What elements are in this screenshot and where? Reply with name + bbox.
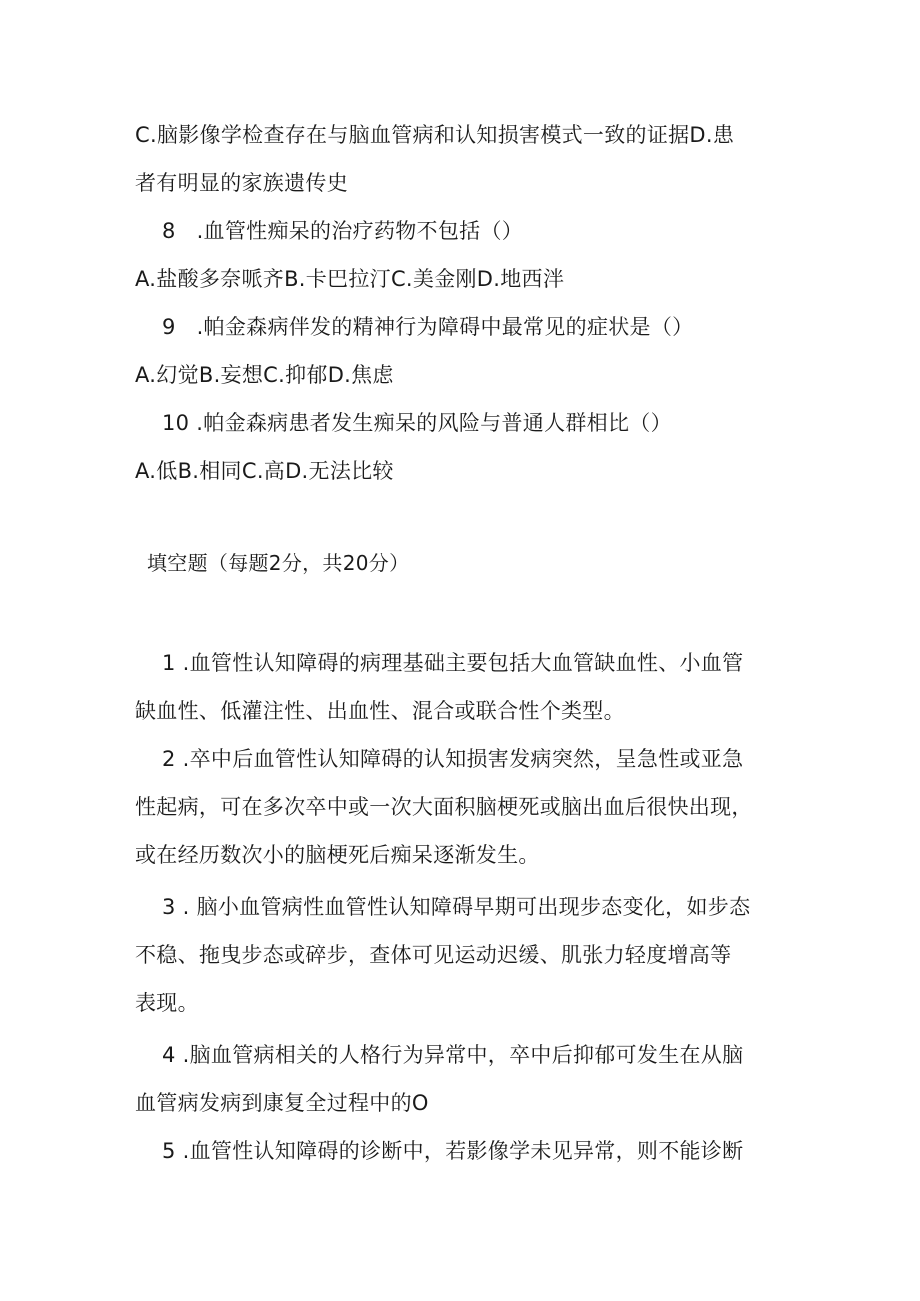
question-8: 8 .血管性痴呆的治疗药物不包括（） bbox=[162, 219, 524, 243]
question-9: 9 .帕金森病伴发的精神行为障碍中最常见的症状是（） bbox=[162, 315, 694, 339]
question-9-options: A.幻觉B.妄想C.抑郁D.焦虑 bbox=[135, 363, 394, 387]
text-line: 血管病发病到康复全过程中的O bbox=[135, 1091, 429, 1115]
fill-item-1: 1 .血管性认知障碍的病理基础主要包括大血管缺血性、小血管 bbox=[162, 651, 744, 675]
text-line: 表现。 bbox=[135, 991, 199, 1015]
text-line: 缺血性、低灌注性、出血性、混合或联合性个类型。 bbox=[135, 699, 625, 723]
fill-item-2: 2 .卒中后血管性认知障碍的认知损害发病突然，呈急性或亚急 bbox=[162, 747, 744, 771]
text-line: 不稳、拖曳步态或碎步，查体可见运动迟缓、肌张力轻度增高等 bbox=[135, 943, 732, 967]
text-line: C.脑影像学检查存在与脑血管病和认知损害模式一致的证据D.患 bbox=[135, 123, 735, 147]
fill-item-5: 5 .血管性认知障碍的诊断中，若影像学未见异常，则不能诊断 bbox=[162, 1139, 744, 1163]
section-heading: 填空题（每题2分，共20分） bbox=[147, 551, 410, 575]
text-line: 性起病，可在多次卒中或一次大面积脑梗死或脑出血后很快出现， bbox=[135, 795, 753, 819]
text-line: 者有明显的家族遗传史 bbox=[135, 171, 348, 195]
fill-item-3: 3 . 脑小血管病性血管性认知障碍早期可出现步态变化，如步态 bbox=[162, 895, 751, 919]
question-10: 10 .帕金森病患者发生痴呆的风险与普通人群相比（） bbox=[162, 411, 672, 435]
question-10-options: A.低B.相同C.高D.无法比较 bbox=[135, 459, 394, 483]
fill-item-4: 4 .脑血管病相关的人格行为异常中，卒中后抑郁可发生在从脑 bbox=[162, 1043, 744, 1067]
question-8-options: A.盐酸多奈哌齐B.卡巴拉汀C.美金刚D.地西泮 bbox=[135, 267, 565, 291]
text-line: 或在经历数次小的脑梗死后痴呆逐渐发生。 bbox=[135, 843, 540, 867]
